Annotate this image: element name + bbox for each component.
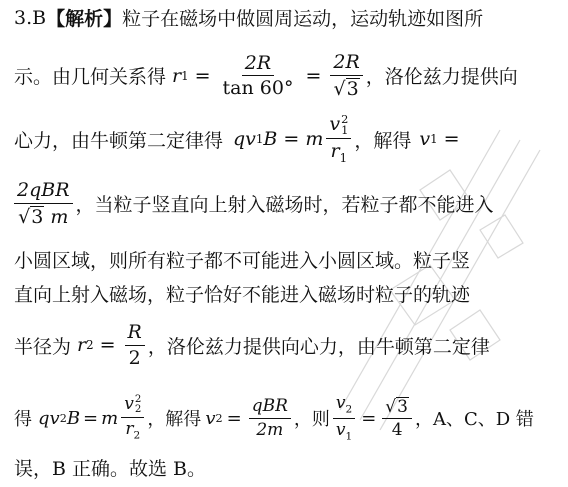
sub-1: 1 [430, 132, 438, 147]
line-2-text-b: ，洛伦兹力提供向 [365, 66, 518, 89]
frac-num: 2qBR [14, 180, 73, 204]
var-v: v [419, 128, 431, 151]
var-v: v [205, 407, 216, 429]
frac-den: 2 [128, 346, 141, 369]
fraction-2r-sqrt3: 2R √ 3 [330, 52, 362, 100]
line-9-text: 误，B 正确。故选 B。 [14, 458, 207, 480]
line-6 [14, 280, 568, 307]
sub-2: 2 [345, 403, 353, 416]
var-m: m [305, 128, 324, 151]
var-r: r [77, 334, 87, 357]
line-3-text-a: 心力，由牛顿第二定律得 [14, 129, 224, 152]
var-v: v [329, 113, 341, 135]
question-number: 3.B [14, 6, 47, 29]
line-8-text-b: ，解得 [147, 409, 202, 431]
var-v: v [335, 393, 346, 413]
line-8: 得 qv 2 B = m v 2 2 $r_2$ ，解得 v 2 = $\frac{\text{qBR}}{2m}$ ，则 $\frac{v_2}{v_1}$ = √ 3 4 ，A、C、D 错 [14, 393, 534, 443]
line-6-text: 直向上射入磁场，粒子恰好不能进入磁场时粒子的轨迹 [14, 284, 471, 306]
fraction-2r-tan60 [220, 53, 297, 100]
var-r: r [330, 139, 340, 162]
var-v: v [124, 394, 134, 415]
sub-1: 1 [255, 132, 264, 147]
line-8-text-c: ，则 [293, 409, 330, 431]
fraction-sqrt3-4: √ 3 4 [382, 397, 412, 440]
sub-2: 2 [133, 429, 141, 442]
line-1 [14, 4, 568, 31]
var-m: m [44, 205, 69, 228]
sqrt-radicand: 3 [346, 77, 359, 100]
fraction-qbr-2m [249, 397, 291, 439]
fraction-r-2 [125, 322, 145, 369]
line-1-text: 粒子在磁场中做圆周运动，运动轨迹如图所 [122, 8, 484, 30]
frac-num: qBR [249, 397, 291, 419]
line-7: 半径为 r 2 = $\frac{R}{2}$ ，洛伦兹力提供向心力，由牛顿第二定律 [14, 321, 490, 369]
line-8-text-d: ，A、C、D 错 [414, 409, 534, 431]
sqrt-radicand: 3 [31, 205, 44, 228]
frac-num: R [125, 322, 145, 346]
line-4 [14, 180, 568, 228]
var-b: B [66, 407, 81, 429]
frac-den: 2m [256, 419, 284, 440]
frac-num: 2R [330, 52, 362, 76]
sup-2: 2 [134, 394, 142, 406]
var-qv: qv [233, 128, 256, 151]
frac-den: 4 [391, 420, 403, 441]
line-3-text-b: ，解得 [354, 129, 412, 152]
var-v: v [335, 419, 346, 440]
frac-den: tan 60° [222, 77, 294, 100]
line-2-text-a: 示。由几何关系得 [14, 66, 167, 89]
var-qv: qv [38, 407, 60, 429]
var-r: r [172, 64, 182, 87]
line-4-text: ，当粒子竖直向上射入磁场时，若粒子都不能进入 [75, 194, 494, 217]
sub-1: 1 [181, 68, 189, 83]
sub-1: 1 [341, 123, 349, 137]
var-r: r [125, 418, 134, 439]
sub-2: 2 [59, 411, 67, 425]
sqrt-radicand: 3 [397, 396, 408, 417]
sub-1: 1 [339, 150, 348, 165]
line-7-text-b: ，洛伦兹力提供向心力，由牛顿第二定律 [147, 335, 490, 358]
var-m: m [101, 407, 119, 429]
sub-2: 2 [215, 411, 223, 425]
line-2: 示。由几何关系得 r 1 = $\frac{2R}{\tan 60^\circ}$ = 2R √ 3 ，洛伦兹力提供向 [14, 51, 518, 100]
line-8-text-a: 得 [14, 409, 32, 431]
sup-2: 2 [341, 112, 349, 127]
line-9 [14, 454, 568, 481]
line-5-text: 小圆区域，则所有粒子都不可能进入小圆区域。粒子竖 [14, 250, 471, 272]
fraction-2qbr-sqrt3m: 2qBR √ 3 m [14, 180, 73, 228]
fraction-v2-v1 [333, 394, 355, 443]
var-b: B [263, 128, 278, 151]
analysis-tag: 【解析】 [46, 8, 123, 30]
frac-num: 2R [242, 53, 274, 77]
fraction-v2sq-r2 [121, 395, 144, 441]
sub-1: 1 [345, 430, 353, 443]
line-7-text-a: 半径为 [14, 335, 72, 358]
sub-2: 2 [134, 403, 142, 415]
line-5 [14, 246, 568, 273]
fraction-v1sq-r1 [326, 114, 351, 165]
line-3: 心力，由牛顿第二定律得 qv 1 B = m v 2 1 $r_1$ ，解得 v 1 = [14, 112, 460, 165]
sub-2: 2 [86, 338, 94, 353]
